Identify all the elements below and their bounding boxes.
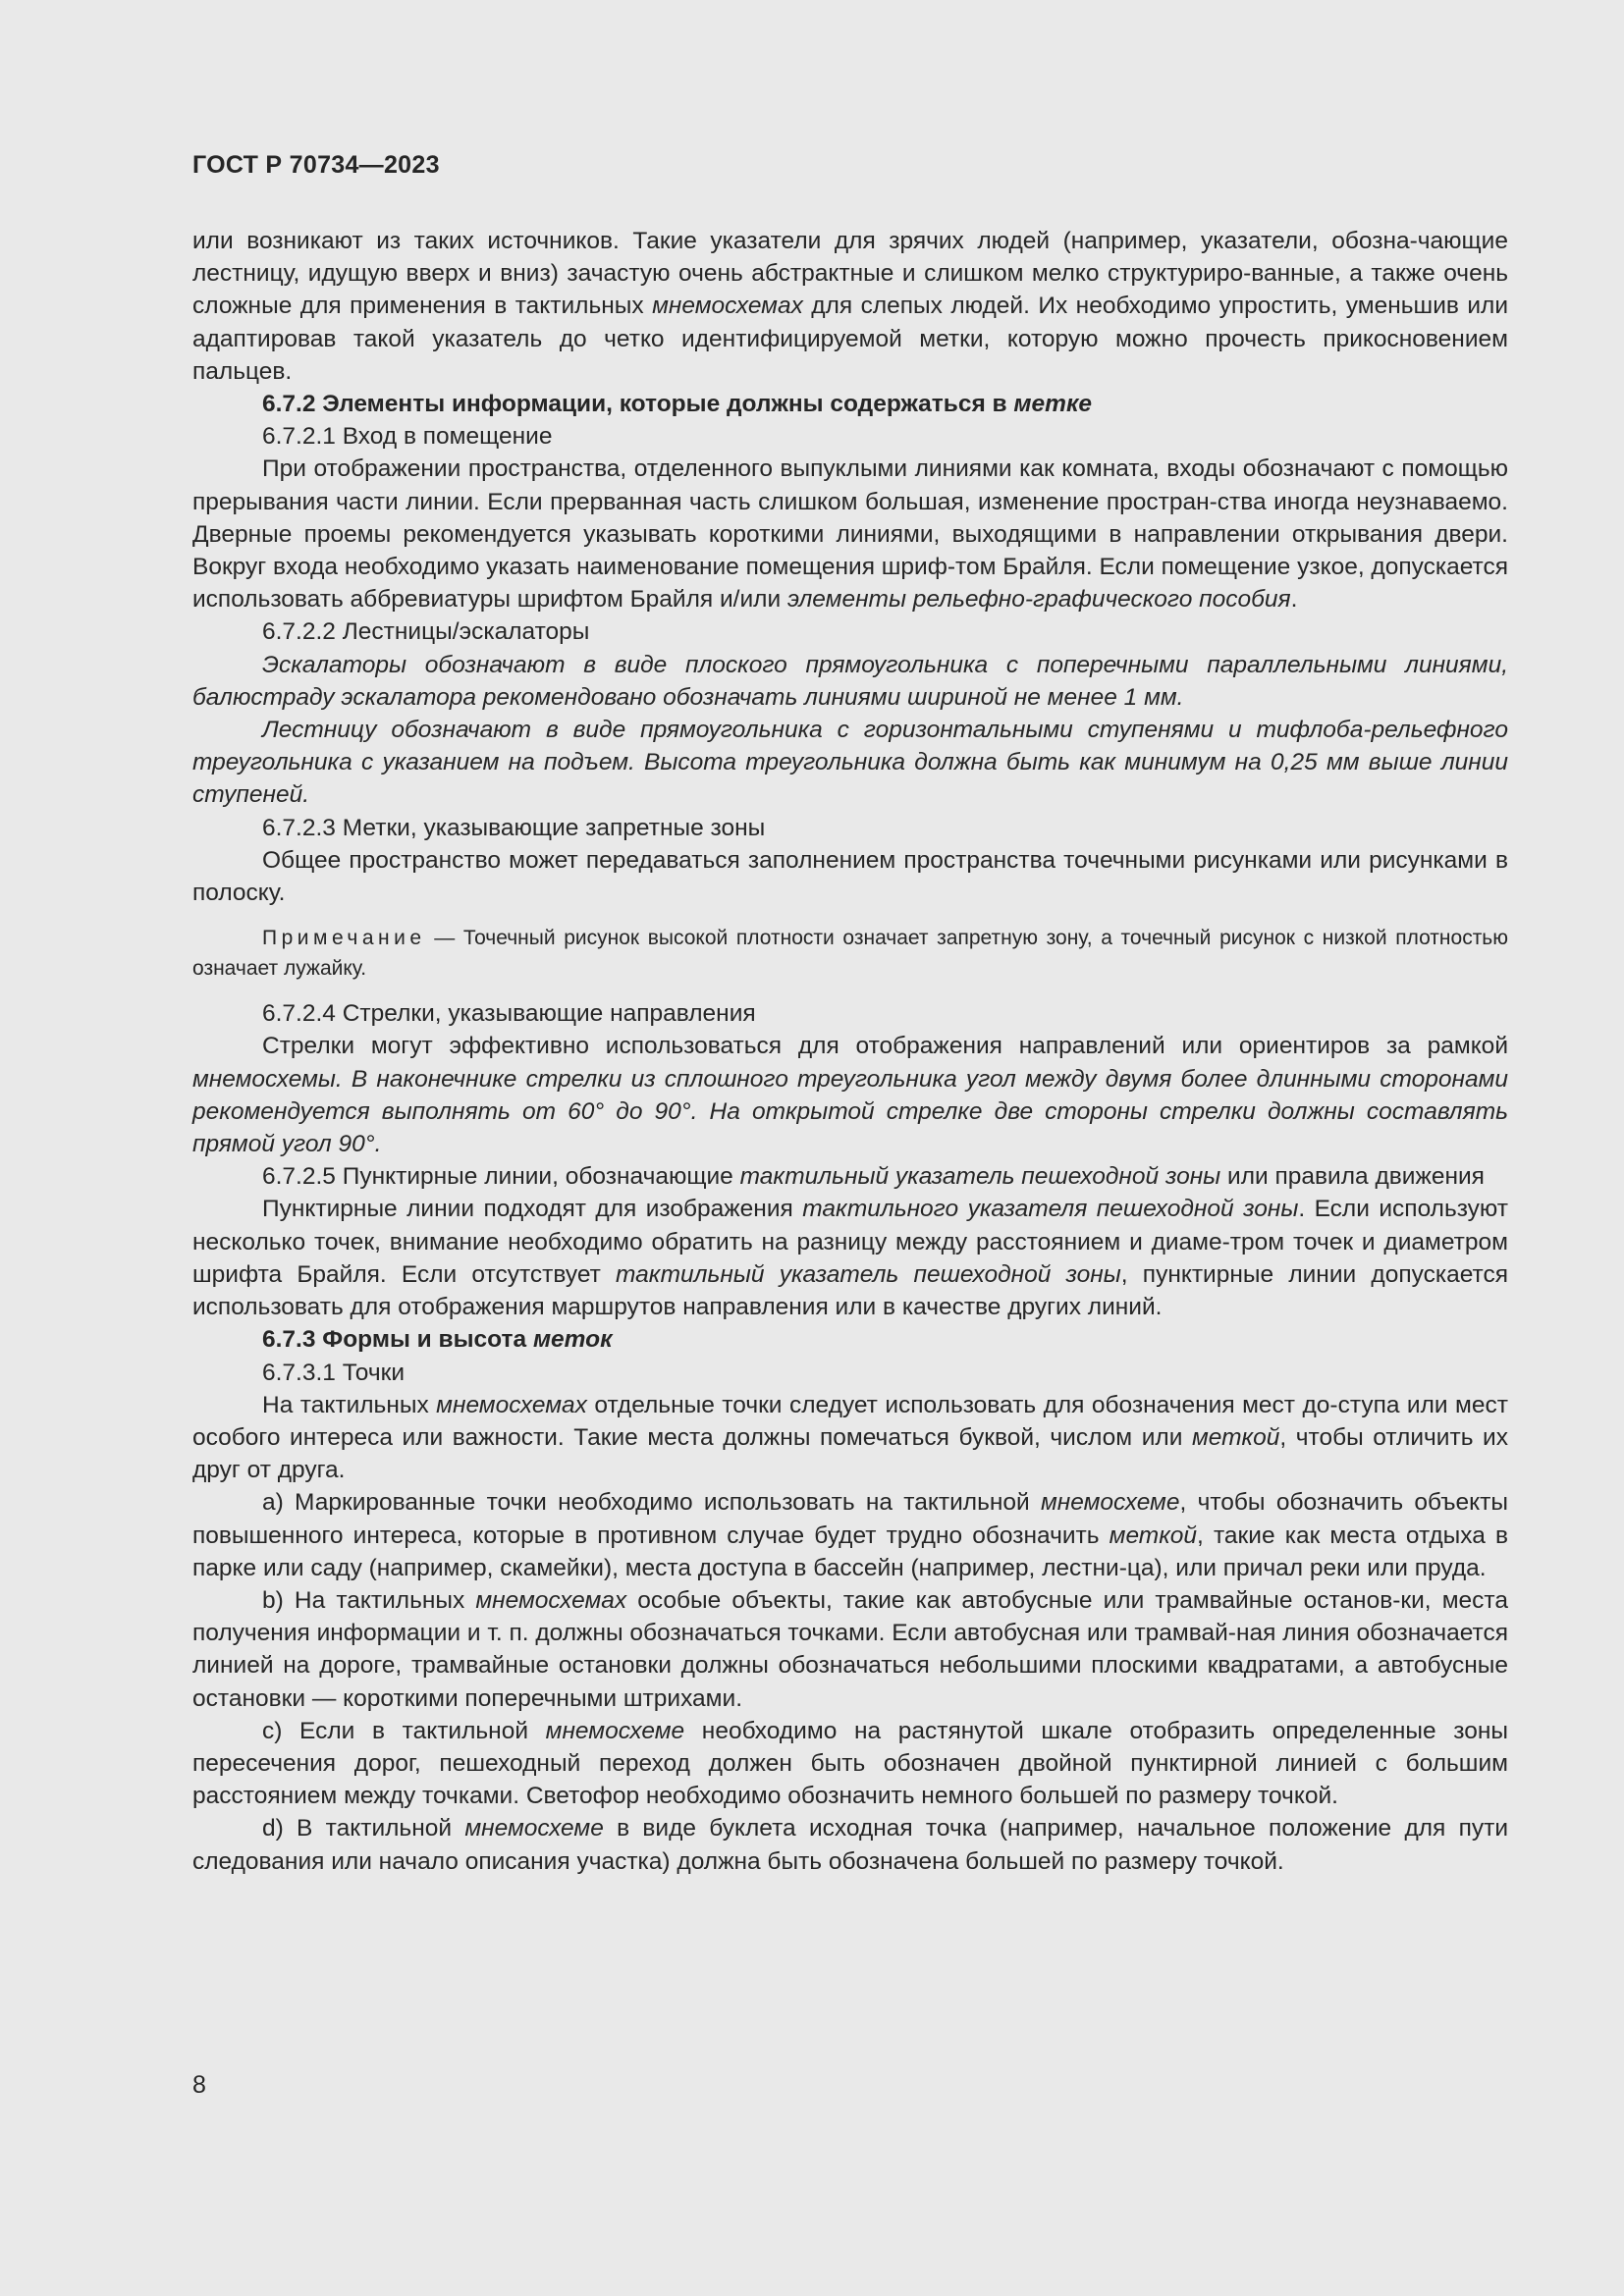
body-paragraph <box>192 1812 1508 1877</box>
italic-term: мнемосхеме <box>1040 1489 1180 1517</box>
body-paragraph <box>192 225 1508 388</box>
body-paragraph <box>192 1486 1508 1584</box>
text-run: Пунктирные линии подходят для изображения <box>262 1196 803 1223</box>
section-heading <box>192 1323 1508 1356</box>
text-run: 6.7.2.4 Стрелки, указывающие направления <box>262 1000 756 1028</box>
text-run: 6.7.2.2 Лестницы/эскалаторы <box>262 618 590 646</box>
text-run: 6.7.2.5 Пунктирные линии, обозначающие <box>262 1163 740 1191</box>
text-run: На тактильных <box>262 1391 437 1418</box>
italic-term: мнемосхемах <box>436 1391 587 1418</box>
italic-term: элементы рельефно-графического пособия <box>786 586 1291 614</box>
text-run: 6.7.3.1 Точки <box>262 1359 406 1386</box>
note-paragraph <box>192 923 1508 984</box>
section-heading <box>192 388 1508 420</box>
text-run: 6.7.2.1 Вход в помещение <box>262 423 553 451</box>
text-run: для слепых людей. Их необходимо упростить, уменьшив или адаптировав такой указатель до четко идентифицируемой метки, которую можно прочесть прикосновением пальцев. <box>192 293 1509 385</box>
text-run: — Точечный рисунок высокой плотности означает запретную зону, а точечный рисунок с низкой плотностью означает лужайку. <box>192 927 1508 981</box>
text-run: d) В тактильной <box>262 1815 465 1842</box>
body-paragraph <box>192 1030 1508 1160</box>
section-heading <box>192 1160 1508 1193</box>
text-run: При отображении пространства, отделенного выпуклыми линиями как комната, входы обозначают с помощью прерывания части линии. Если прерванная часть слишком большая, изменение простран-ства иногда неузнаваемо. Дверные проемы рекомендуется указывать короткими линиями, выходящими в направлении открывания двери. Вокруг входа необходимо указать наименование помещения шриф-том Брайля. Если помещение узкое, допускается использовать аббревиатуры шрифтом Брайля и/или <box>192 455 1508 614</box>
text-run: . Если используют несколько точек, внимание необходимо обратить на разницу между расстоянием и диаме-тром точек и диаметром шрифта Брайля. Если отсутствует <box>192 1196 1508 1288</box>
text-run: особые объекты, такие как автобусные или трамвайные останов-ки, места получения информации и т. п. должны обозначаться точками. Если автобусная или трамвай-ная линия обозначается линией на дороге, трамвайные остановки должны обозначаться небольшими плоскими квадратами, а автобусные остановки — короткими поперечными штрихами. <box>192 1586 1508 1712</box>
text-run: необходимо на растянутой шкале отобразить определенные зоны пересечения дорог, пешеходный переход должен быть обозначен двойной пунктирной линией с большим расстоянием между точками. Светофор необходимо обозначить немного большей по размеру точкой. <box>192 1717 1509 1810</box>
italic-term: тактильный указатель пешеходной зоны <box>739 1163 1221 1191</box>
body-paragraph <box>192 1389 1508 1487</box>
document-header: ГОСТ Р 70734—2023 <box>192 151 440 179</box>
text-run: Стрелки могут эффективно использоваться для отображения направлений или ориентиров за рамкой <box>262 1033 1508 1060</box>
text-run: c) Если в тактильной <box>262 1717 546 1744</box>
italic-term: мнемосхемы. В наконечнике стрелки из сплошного треугольника угол между двумя более длинными сторонами рекомендуется выполнять от 60° до 90°. На открытой стрелке две стороны стрелки должны составлять прямой угол 90°. <box>192 1065 1508 1158</box>
text-run: или правила движения <box>1220 1163 1485 1191</box>
italic-term: меткой <box>1109 1522 1198 1549</box>
italic-term: мнемосхемах <box>475 1586 627 1614</box>
section-heading <box>192 420 1508 453</box>
italic-term: мнемосхеме <box>545 1717 685 1744</box>
text-run: , чтобы обозначить объекты повышенного интереса, которые в противном случае будет трудно обозначить <box>192 1489 1508 1549</box>
text-run: отдельные точки следует использовать для обозначения мест до-ступа или мест особого интереса или важности. Такие места должны помечаться буквой, числом или <box>192 1391 1508 1451</box>
body-paragraph <box>192 649 1508 714</box>
text-run: a) Маркированные точки необходимо использовать на тактильной <box>262 1489 1041 1517</box>
italic-term: мнемосхеме <box>464 1815 604 1842</box>
body-paragraph <box>192 453 1508 615</box>
section-heading <box>192 615 1508 648</box>
body-paragraph <box>192 714 1508 812</box>
note-label: Примечание <box>262 927 426 950</box>
body-paragraph <box>192 1193 1508 1323</box>
text-run: , такие как места отдыха в парке или саду (например, скамейки), места доступа в бассейн (например, лестни-ца), или причал реки или пруда. <box>192 1522 1508 1581</box>
text-run: . <box>1290 586 1298 614</box>
italic-term: Лестницу обозначают в виде прямоугольника с горизонтальными ступенями и тифлоба-рельефного треугольника с указанием на подъем. Высота треугольника должна быть как минимум на 0,25 мм выше линии ступеней. <box>192 717 1508 809</box>
text-run: 6.7.2 Элементы информации, которые должны содержаться в <box>262 391 1014 418</box>
text-run: , пунктирные линии допускается использовать для отображения маршрутов направления или в качестве других линий. <box>192 1260 1508 1321</box>
text-run: , чтобы отличить их друг от друга. <box>192 1423 1508 1484</box>
page-number: 8 <box>192 2071 206 2099</box>
italic-term: тактильный указатель пешеходной зоны <box>616 1260 1121 1288</box>
text-run: 6.7.2.3 Метки, указывающие запретные зоны <box>262 814 766 841</box>
text-run: 6.7.3 Формы и высота <box>262 1326 533 1354</box>
text-run: b) На тактильных <box>262 1586 476 1614</box>
body-paragraph <box>192 844 1508 909</box>
italic-term: тактильного указателя пешеходной зоны <box>802 1196 1299 1223</box>
section-heading <box>192 997 1508 1030</box>
section-heading <box>192 1357 1508 1389</box>
text-run: в виде буклета исходная точка (например, начальное положение для пути следования или начало описания участка) должна быть обозначена большей по размеру точкой. <box>192 1815 1508 1875</box>
section-heading <box>192 812 1508 844</box>
document-body <box>192 225 1508 1878</box>
text-run: или возникают из таких источников. Такие указатели для зрячих людей (например, указатели, обозна-чающие лестницу, идущую вверх и вниз) зачастую очень абстрактные и слишком мелко структуриро-ванные, а также очень сложные для применения в тактильных <box>192 228 1508 320</box>
italic-term: меток <box>532 1326 613 1354</box>
italic-term: метке <box>1013 391 1092 418</box>
italic-term: Эскалаторы обозначают в виде плоского прямоугольника с поперечными параллельными линиями, балюстраду эскалатора рекомендовано обозначать линиями шириной не менее 1 мм. <box>192 651 1508 711</box>
italic-term: меткой <box>1191 1423 1280 1451</box>
body-paragraph <box>192 1715 1508 1813</box>
italic-term: мнемосхемах <box>652 293 803 320</box>
text-run: Общее пространство может передаваться заполнением пространства точечными рисунками или рисунками в полоску. <box>192 846 1508 907</box>
body-paragraph <box>192 1584 1508 1715</box>
